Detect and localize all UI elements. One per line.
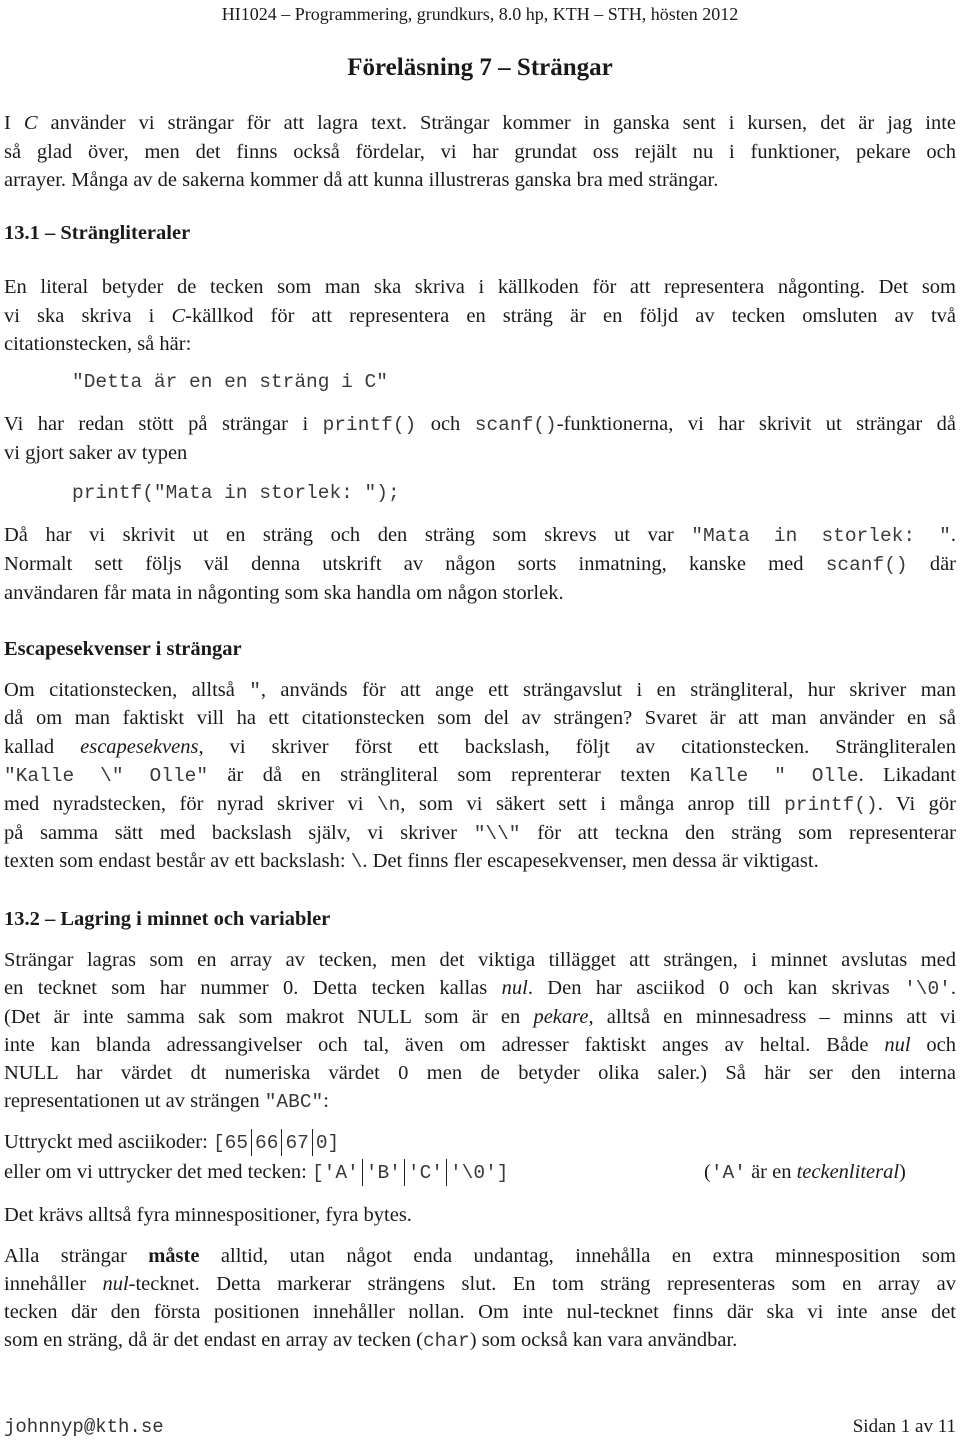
s131-line-8: användaren får mata in någonting som ska handla om någon storlek. [4,582,564,604]
s131-line-3: citationstecken, så här: [4,333,192,355]
code-example-string: ″Detta är en en sträng i C″ [72,371,388,393]
esc-line-6: på samma sätt med backslash själv, vi skriver ″\\″ för att teckna den sträng som representerar [4,822,956,845]
s132-line-4: inte kan blanda adressangivelser och tal, även om adresser faktiskt anges av heltal. Både nul och [4,1034,956,1056]
s132-line-2: en tecknet som har nummer 0. Detta tecken kallas nul. Den har asciikod 0 och kan skrivas '\0'. [4,977,956,1000]
s131-line-5: vi gjort saker av typen [4,442,188,464]
s131-line-7: Normalt sett följs väl denna utskrift av någon sorts inmatning, kanske med scanf() där [4,553,956,576]
s132-line-1: Strängar lagras som en array av tecken, men det viktiga tillägget att strängen, i minnet avslutas med [4,949,956,971]
esc-line-1: Om citationstecken, alltså ″, används för att ange ett strängavslut i en strängliteral, hur skriver man [4,679,956,702]
s131-line-2: vi ska skriva i C-källkod för att representera en sträng är en följd av tecken omsluten av två [4,305,956,327]
s132-line-5: NULL har värdet dt numeriska värdet 0 men de betyder olika saler.) Så här ser den interna [4,1062,956,1084]
s132-para-line-3: tecken där den första positionen innehåller nollan. Om inte nul-tecknet finns där ska vi inte anse det [4,1301,956,1323]
page-header: HI1024 – Programmering, grundkurs, 8.0 hp, KTH – STH, hösten 2012 [221,4,739,24]
intro-line-1: I C använder vi strängar för att lagra text. Strängar kommer in ganska sent i kursen, det är jag inte [4,112,956,134]
footer-page-number: Sidan 1 av 11 [852,1416,956,1437]
s132-para-line-2: innehåller nul-tecknet. Detta markerar strängens slut. En tom sträng representeras som en array av [4,1273,956,1295]
section-heading-13-2: 13.2 – Lagring i minnet och variabler [4,908,331,930]
footer-email: johnnyp@kth.se [4,1416,164,1438]
char-representation: eller om vi uttrycker det med tecken: ['A' 'B' 'C' '\0'] [4,1158,956,1186]
code-example-printf: printf(″Mata in storlek: ″); [72,482,400,504]
ascii-representation: Uttryckt med asciikoder: [65 66 67 0] [4,1128,956,1156]
intro-line-3: arrayer. Många av de sakerna kommer då att kunna illustreras ganska bra med strängar. [4,169,719,191]
esc-line-3: kallad escapesekvens, vi skriver först ett backslash, följt av citationstecken. Strängliteralen [4,736,956,758]
section-heading-13-1: 13.1 – Strängliteraler [4,222,191,244]
s131-line-1: En literal betyder de tecken som man ska skriva i källkoden för att representera någonting. Det som [4,276,956,298]
s131-line-6: Då har vi skrivit ut en sträng och den sträng som skrevs ut var ″Mata in storlek: ″. [4,524,956,547]
char-cells: ['A' 'B' 'C' '\0'] [312,1159,512,1186]
esc-line-7: texten som endast består av ett backslash: \. Det finns fler escapesekvenser, men dessa är viktigast. [4,850,819,873]
esc-line-4: ″Kalle \″ Olle″ är då en strängliteral som reprenterar texten Kalle ″ Olle. Likadant [4,764,956,787]
esc-line-2: då om man faktiskt vill ha ett citationstecken som del av strängen? Svaret är att man använder en så [4,707,956,729]
s131-line-4: Vi har redan stött på strängar i printf() och scanf()-funktionerna, vi har skrivit ut strängar då [4,413,956,436]
s132-line-6: representationen ut av strängen ″ABC″: [4,1090,329,1113]
s132-para-line-1: Alla strängar måste alltid, utan något enda undantag, innehålla en extra minnesposition som [4,1245,956,1267]
ascii-cells: [65 66 67 0] [213,1129,342,1156]
section-heading-escape: Escapesekvenser i strängar [4,638,242,660]
char-literal-note: ('A' är en teckenliteral) [704,1161,906,1184]
bytes-line: Det krävs alltså fyra minnespositioner, fyra bytes. [4,1204,412,1226]
s132-para-line-4: som en sträng, då är det endast en array av tecken (char) som också kan vara användbar. [4,1329,738,1352]
intro-line-2: så glad över, men det finns också fördelar, vi har grundat oss rejält nu i funktioner, pekare och [4,141,956,163]
esc-line-5: med nyradstecken, för nyrad skriver vi \n, som vi säkert sett i många anrop till printf(). Vi gör [4,793,956,816]
s132-line-3: (Det är inte samma sak som makrot NULL som är en pekare, alltså en minnesadress – minns att vi [4,1006,956,1028]
page-title: Föreläsning 7 – Strängar [347,54,613,81]
